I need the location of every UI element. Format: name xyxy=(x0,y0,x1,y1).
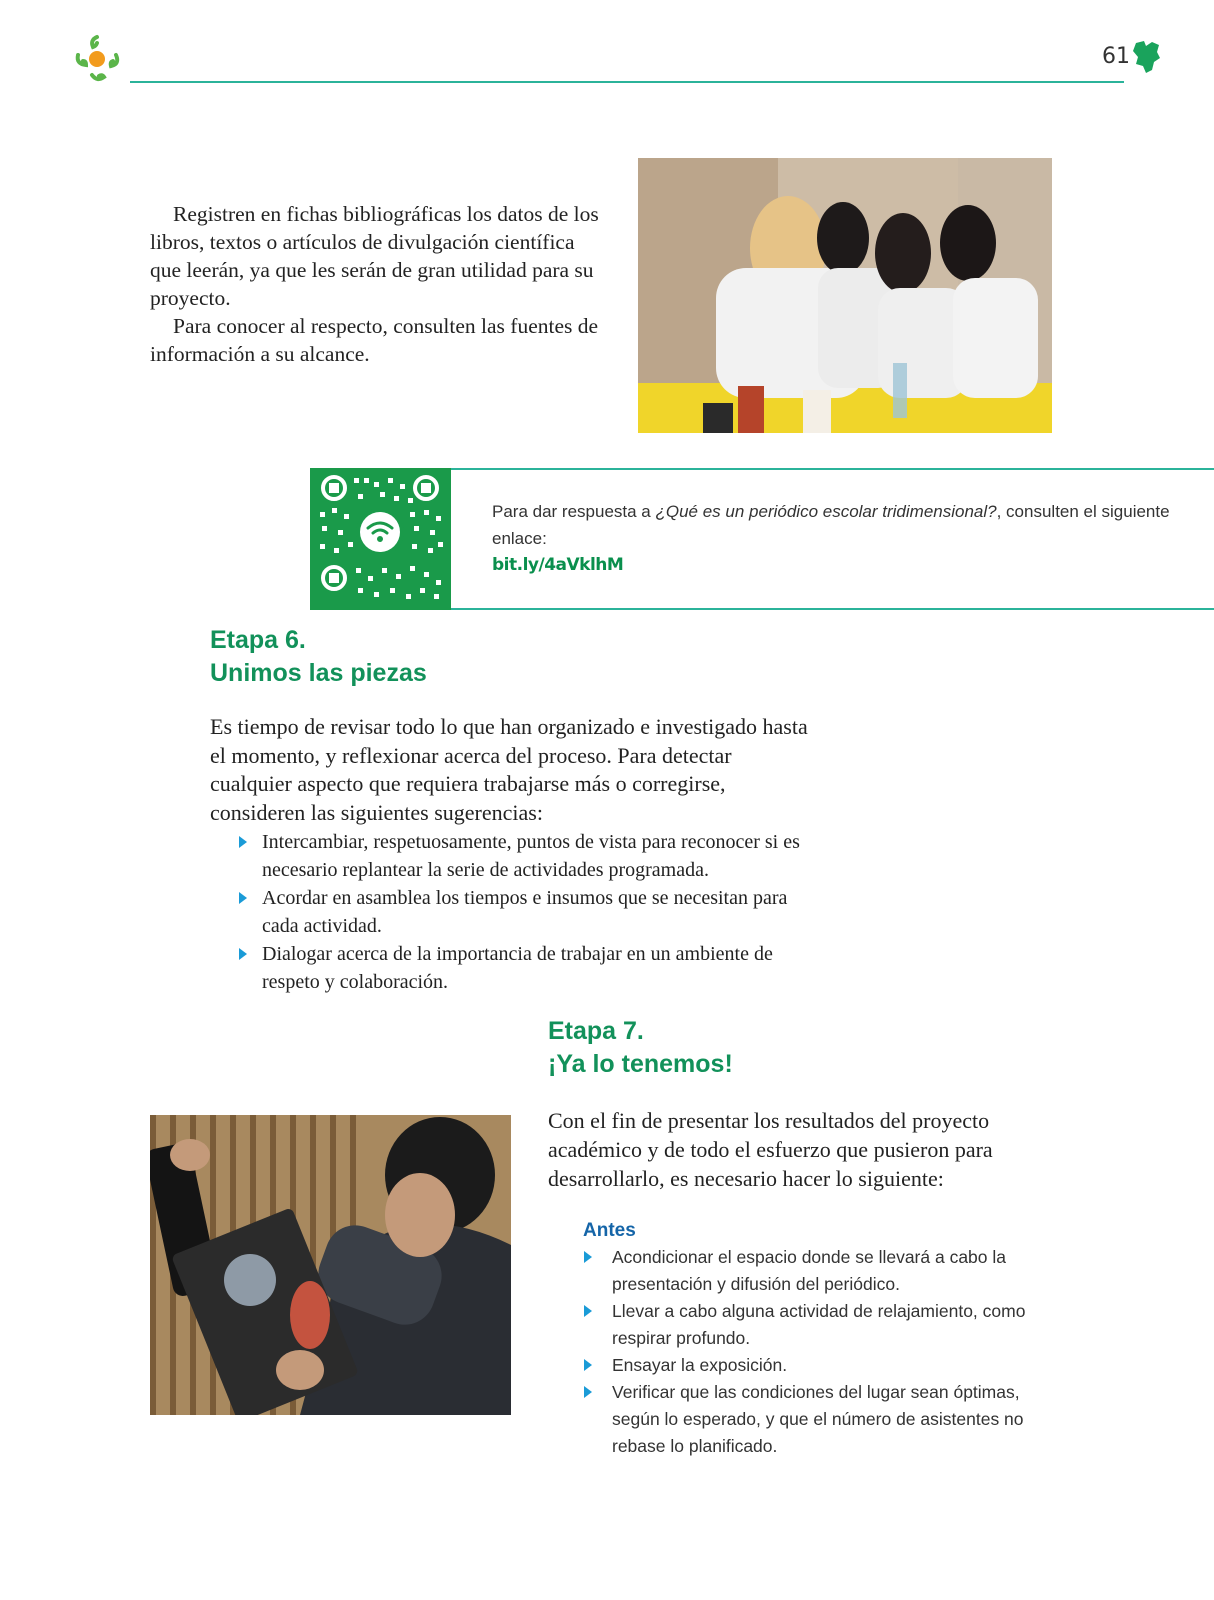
list-item-text: Intercambiar, respetuosamente, puntos de vista para reconocer si es necesario replantear la serie de actividades programada. xyxy=(262,831,800,881)
list-item xyxy=(583,1379,1053,1460)
qr-text-after: , consulten el siguiente enlace: xyxy=(492,502,1170,548)
wifi-icon xyxy=(366,518,394,544)
students-lab-photo xyxy=(638,158,1052,433)
bullet-triangle-icon xyxy=(584,1386,592,1398)
antes-bullet-list xyxy=(583,1244,1053,1460)
list-item-text: Acordar en asamblea los tiempos e insumos que se necesitan para cada actividad. xyxy=(262,887,788,937)
bullet-triangle-icon xyxy=(239,948,247,960)
etapa6-label: Etapa 6. xyxy=(210,626,306,654)
bullet-triangle-icon xyxy=(584,1251,592,1263)
corner-mark-icon xyxy=(1132,40,1162,74)
page-number: 61 xyxy=(1102,44,1130,69)
list-item-text: Ensayar la exposición. xyxy=(612,1355,788,1375)
etapa7-title: ¡Ya lo tenemos! xyxy=(548,1050,733,1078)
telescope-photo xyxy=(150,1115,511,1415)
etapa7-label: Etapa 7. xyxy=(548,1017,644,1045)
antes-label: Antes xyxy=(583,1220,636,1241)
header-rule xyxy=(130,81,1124,83)
list-item-text: Llevar a cabo alguna actividad de relajamiento, como respirar profundo. xyxy=(612,1301,1026,1348)
qr-link-box xyxy=(310,468,1214,610)
etapa7-body: Con el fin de presentar los resultados del proyecto académico y de todo el esfuerzo que pusieron para desarrollarlo, es necesario hacer lo siguiente: xyxy=(548,1108,993,1191)
bullet-triangle-icon xyxy=(584,1359,592,1371)
flower-logo-icon xyxy=(70,33,126,85)
list-item-text: Acondicionar el espacio donde se llevará a cabo la presentación y difusión del periódico. xyxy=(612,1247,1007,1294)
qr-link[interactable]: bit.ly/4aVklhM xyxy=(492,555,624,575)
bullet-triangle-icon xyxy=(239,836,247,848)
list-item xyxy=(583,1244,1053,1298)
list-item xyxy=(583,1298,1053,1352)
qr-code-icon[interactable] xyxy=(310,468,451,610)
intro-text xyxy=(150,200,610,368)
etapa6-body: Es tiempo de revisar todo lo que han organizado e investigado hasta el momento, y reflexionar acerca del proceso. Para detectar cualquier aspecto que requiera trabajarse más o corregirse, consideren las siguientes sugerencias: xyxy=(210,714,808,825)
list-item-text: Verificar que las condiciones del lugar sean óptimas, según lo esperado, y que el número de asistentes no rebase lo planificado. xyxy=(612,1382,1024,1456)
list-item xyxy=(238,940,818,996)
etapa6-title: Unimos las piezas xyxy=(210,659,427,687)
qr-text-italic: ¿Qué es un periódico escolar tridimensional? xyxy=(655,502,997,521)
list-item xyxy=(238,884,818,940)
bullet-triangle-icon xyxy=(239,892,247,904)
list-item xyxy=(583,1352,1053,1379)
qr-text-before: Para dar respuesta a xyxy=(492,502,656,521)
list-item-text: Dialogar acerca de la importancia de trabajar en un ambiente de respeto y colaboración. xyxy=(262,943,773,993)
intro-paragraph: Registren en fichas bibliográficas los datos de los libros, textos o artículos de divulgación científica que leerán, ya que les serán de gran utilidad para su proyecto. xyxy=(150,202,599,310)
intro-paragraph: Para conocer al respecto, consulten las fuentes de información a su alcance. xyxy=(150,314,599,366)
etapa6-bullet-list xyxy=(238,828,818,996)
list-item xyxy=(238,828,818,884)
qr-instructions xyxy=(492,498,1214,579)
bullet-triangle-icon xyxy=(584,1305,592,1317)
